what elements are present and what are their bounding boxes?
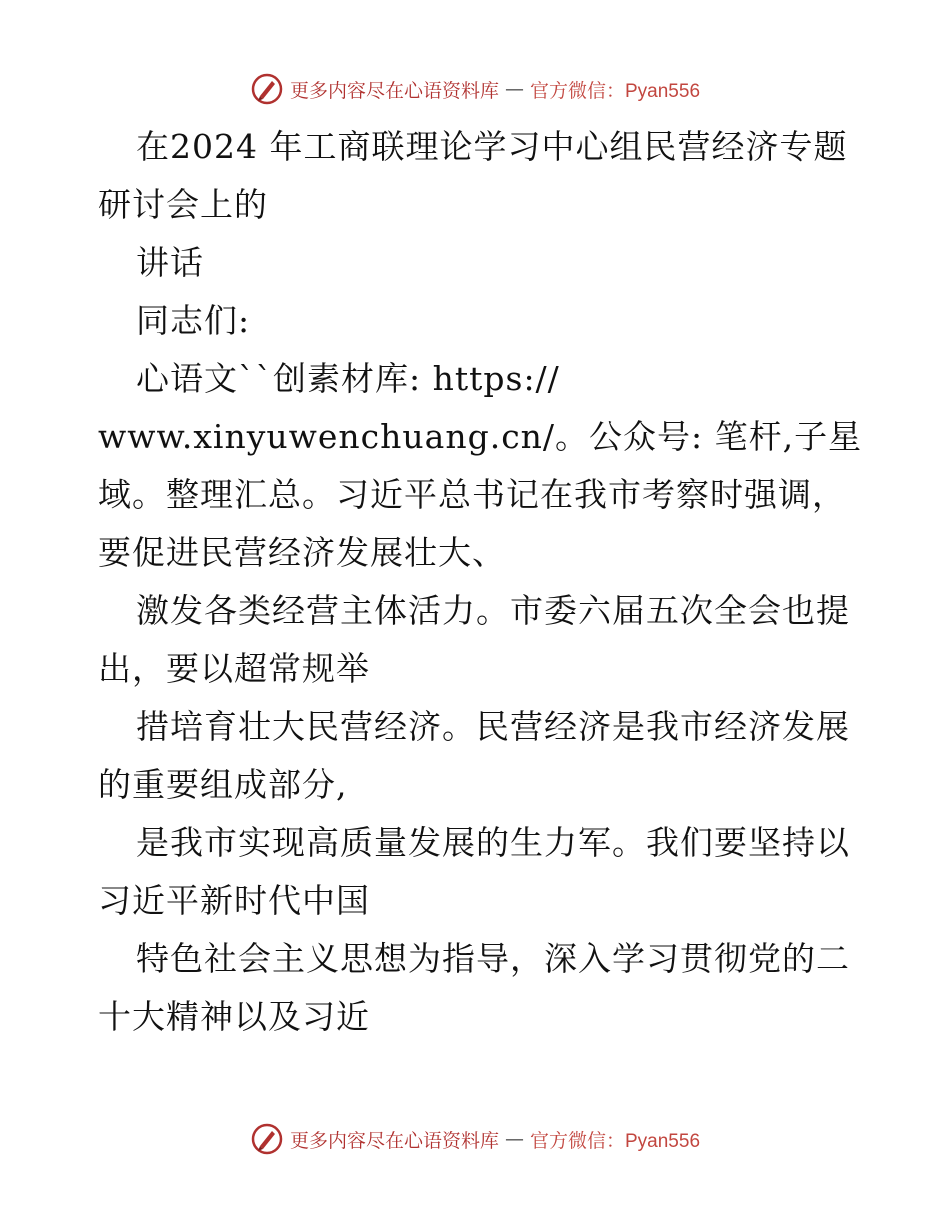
text-line: 是我市实现高质量发展的生力军。我们要坚持以	[136, 823, 850, 862]
text-line: www.xinyuwenchuang.cn/。公众号: 笔杆,子星	[98, 417, 863, 456]
text-line: 同志们:	[136, 301, 251, 340]
text-line: 心语文``创素材库: https://	[136, 359, 560, 398]
banner-text: 更多内容尽在心语资料库	[289, 79, 499, 102]
footer-banner	[0, 1122, 950, 1156]
banner-separator: —	[505, 1128, 524, 1150]
header-banner	[0, 72, 950, 106]
text-line: 的重要组成部分,	[98, 765, 348, 804]
text-line: 激发各类经营主体活力。市委六届五次全会也提	[136, 591, 850, 630]
text-line: 域。整理汇总。习近平总书记在我市考察时强调，	[98, 475, 846, 514]
banner-contact: 官方微信：Pyan556	[530, 80, 701, 102]
text-line: 在2024 年工商联理论学习中心组民营经济专题	[136, 127, 848, 166]
text-line: 研讨会上的	[98, 185, 268, 224]
text-line: 要促进民营经济发展壮大、	[98, 533, 506, 572]
text-line: 出，要以超常规举	[98, 649, 370, 688]
text-line: 习近平新时代中国	[98, 881, 370, 920]
banner-separator: —	[505, 78, 524, 100]
pen-logo-icon	[250, 72, 284, 106]
banner-contact: 官方微信：Pyan556	[530, 1130, 701, 1152]
banner-text: 更多内容尽在心语资料库	[289, 1129, 499, 1152]
text-line: 讲话	[136, 243, 204, 282]
pen-logo-icon	[250, 1122, 284, 1156]
text-line: 措培育壮大民营经济。民营经济是我市经济发展	[136, 707, 850, 746]
document-body	[98, 118, 863, 1046]
text-line: 特色社会主义思想为指导，深入学习贯彻党的二	[136, 939, 850, 978]
text-line: 十大精神以及习近	[98, 997, 370, 1036]
